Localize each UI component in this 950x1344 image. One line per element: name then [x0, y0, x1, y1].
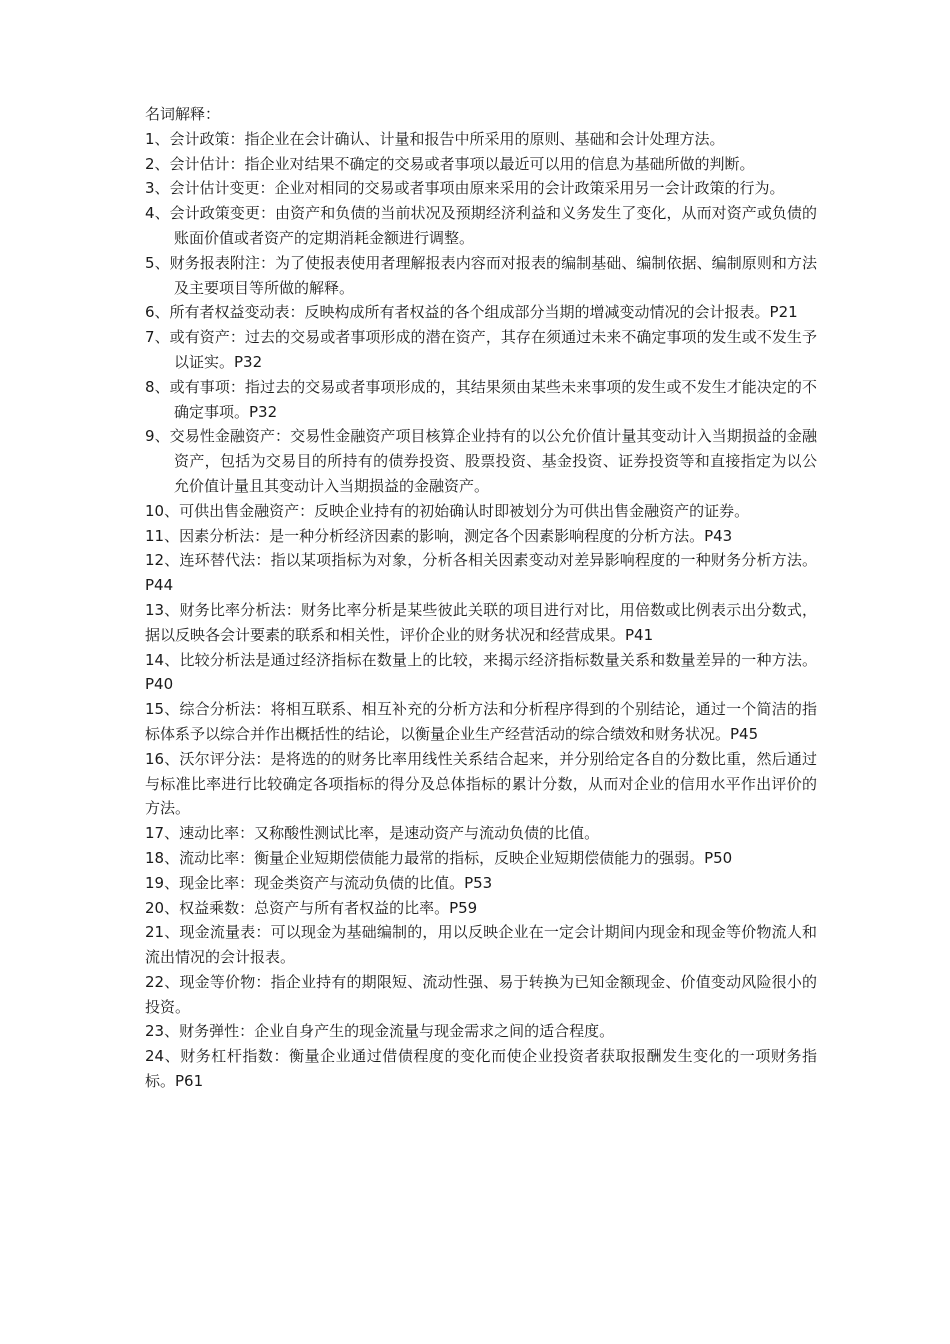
item-number: 8、 — [145, 377, 170, 396]
item-text: 现金比率：现金类资产与流动负债的比值。P53 — [179, 873, 493, 892]
item-text: 现金流量表：可以现金为基础编制的，用以反映企业在一定会计期间内现金和现金等价物流人和流出情况的会计报表。 — [145, 923, 817, 967]
definition-item — [145, 598, 817, 648]
page-heading: 名词解释： — [145, 105, 221, 123]
item-number: 4、 — [145, 204, 170, 223]
item-text: 会计估计变更：企业对相同的交易或者事项由原来采用的会计政策采用另一会计政策的行为。 — [169, 179, 785, 198]
item-number: 21、 — [145, 923, 180, 942]
definition-item — [145, 548, 817, 598]
item-number: 5、 — [145, 253, 170, 272]
item-text: 财务比率分析法：财务比率分析是某些彼此关联的项目进行对比，用倍数或比例表示出分数式，据以反映各会计要素的联系和相关性，评价企业的财务状况和经营成果。P41 — [145, 600, 817, 644]
item-text: 连环替代法：指以某项指标为对象，分析各相关因素变动对差异影响程度的一种财务分析方法。P44 — [145, 551, 817, 595]
item-number: 12、 — [145, 551, 180, 570]
item-number: 10、 — [145, 501, 180, 520]
definition-item — [145, 127, 817, 152]
item-number: 9、 — [145, 427, 170, 446]
item-number: 3、 — [145, 179, 170, 198]
item-number: 2、 — [145, 154, 170, 173]
definition-item — [145, 325, 817, 375]
item-number: 15、 — [145, 700, 180, 719]
item-number: 22、 — [145, 972, 180, 991]
item-text: 现金等价物：指企业持有的期限短、流动性强、易于转换为已知金额现金、价值变动风险很小的投资。 — [145, 972, 817, 1016]
item-number: 17、 — [145, 824, 180, 843]
item-text: 财务报表附注：为了使报表使用者理解报表内容而对报表的编制基础、编制依据、编制原则和方法及主要项目等所做的解释。 — [169, 253, 817, 297]
definition-item — [145, 1019, 817, 1044]
item-text: 综合分析法：将相互联系、相互补充的分析方法和分析程序得到的个别结论，通过一个简洁的指标体系予以综合并作出概括性的结论，以衡量企业生产经营活动的综合绩效和财务状况。P45 — [145, 700, 817, 743]
definition-item — [145, 1044, 817, 1094]
item-number: 13、 — [145, 600, 180, 619]
item-number: 19、 — [145, 873, 180, 892]
definition-item — [145, 747, 817, 821]
item-text: 或有事项：指过去的交易或者事项形成的，其结果须由某些未来事项的发生或不发生才能决定的不确定事项。P32 — [169, 377, 817, 421]
document-page — [145, 102, 817, 1094]
definition-item — [145, 375, 817, 425]
item-text: 会计政策：指企业在会计确认、计量和报告中所采用的原则、基础和会计处理方法。 — [169, 129, 725, 148]
definition-item — [145, 251, 817, 301]
definition-item — [145, 524, 817, 549]
item-text: 财务弹性：企业自身产生的现金流量与现金需求之间的适合程度。 — [179, 1022, 615, 1041]
item-number: 16、 — [145, 749, 180, 768]
item-number: 23、 — [145, 1022, 180, 1041]
item-text: 会计政策变更：由资产和负债的当前状况及预期经济利益和义务发生了变化，从而对资产或负债的账面价值或者资产的定期消耗金额进行调整。 — [169, 204, 817, 247]
item-text: 可供出售金融资产：反映企业持有的初始确认时即被划分为可供出售金融资产的证券。 — [179, 501, 750, 520]
item-number: 11、 — [145, 526, 180, 545]
item-text: 交易性金融资产：交易性金融资产项目核算企业持有的以公允价值计量其变动计入当期损益的金融资产，包括为交易目的所持有的债券投资、股票投资、基金投资、证券投资等和直接指定为以公允价值计量且其变动计入当期损益的金融资产。 — [169, 427, 817, 495]
item-text: 因素分析法：是一种分析经济因素的影响，测定各个因素影响程度的分析方法。P43 — [179, 526, 733, 545]
definition-item — [145, 846, 817, 871]
definition-item — [145, 201, 817, 251]
item-text: 权益乘数：总资产与所有者权益的比率。P59 — [179, 898, 478, 917]
definition-item — [145, 176, 817, 201]
definition-item — [145, 152, 817, 177]
item-text: 速动比率：又称酸性测试比率，是速动资产与流动负债的比值。 — [179, 824, 600, 843]
item-number: 18、 — [145, 848, 180, 867]
item-number: 20、 — [145, 898, 180, 917]
item-number: 6、 — [145, 303, 170, 322]
definition-item — [145, 920, 817, 970]
definition-item — [145, 697, 817, 747]
item-text: 流动比率：衡量企业短期偿债能力最常的指标，反映企业短期偿债能力的强弱。P50 — [179, 848, 733, 867]
item-text: 或有资产：过去的交易或者事项形成的潜在资产，其存在须通过未来不确定事项的发生或不发生予以证实。P32 — [169, 328, 817, 371]
item-number: 7、 — [145, 328, 170, 347]
item-text: 会计估计：指企业对结果不确定的交易或者事项以最近可以用的信息为基础所做的判断。 — [169, 154, 755, 173]
definition-item — [145, 424, 817, 498]
definition-item — [145, 896, 817, 921]
definition-item — [145, 648, 817, 698]
definition-list — [145, 127, 817, 1094]
item-number: 14、 — [145, 650, 180, 669]
definition-item — [145, 300, 817, 325]
definition-item — [145, 970, 817, 1020]
item-text: 财务杠杆指数：衡量企业通过借债程度的变化而使企业投资者获取报酬发生变化的一项财务指标。P61 — [145, 1047, 817, 1091]
definition-item — [145, 871, 817, 896]
item-text: 沃尔评分法：是将选的的财务比率用线性关系结合起来，并分别给定各自的分数比重，然后通过与标准比率进行比较确定各项指标的得分及总体指标的累计分数，从而对企业的信用水平作出评价的方法。 — [145, 749, 817, 818]
item-text: 所有者权益变动表：反映构成所有者权益的各个组成部分当期的增减变动情况的会计报表。P21 — [169, 303, 798, 322]
item-number: 24、 — [145, 1047, 181, 1066]
definition-item — [145, 821, 817, 846]
definition-item — [145, 499, 817, 524]
item-number: 1、 — [145, 129, 170, 148]
item-text: 比较分析法是通过经济指标在数量上的比较，来揭示经济指标数量关系和数量差异的一种方法。P40 — [145, 650, 817, 694]
